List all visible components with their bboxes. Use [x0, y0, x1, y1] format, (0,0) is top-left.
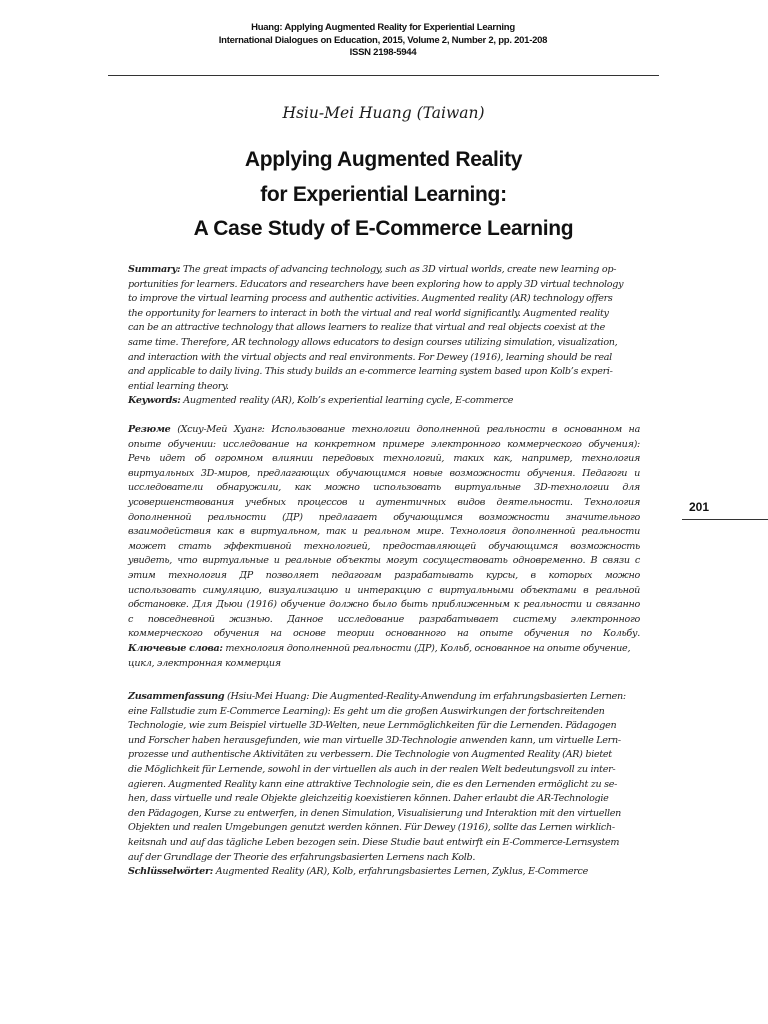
- rezume-line: опыте обучении: исследование на конкретном примере электронного коммерческого обучения):: [128, 438, 640, 450]
- summary-line: the opportunity for learners to interact in both the virtual and real world significantly. Augmented reality: [128, 307, 609, 319]
- summary-section: [128, 263, 640, 409]
- zusammenfassung-line: und Forscher haben herausgefunden, wie man virtuelle 3D-Technologie anwenden kann, um virtuelle Lern-: [128, 734, 621, 746]
- rezume-line: с повседневной жизнью. Данное исследование разрабатывает систему электронного: [128, 613, 640, 625]
- rezume-line: (Хсиу-Мей Хуанг: Использование технологии дополненной реальности в основанном на: [177, 424, 640, 435]
- summary-line: to improve the virtual learning process and authentic activities. Augmented reality (AR) technology offers: [128, 293, 613, 305]
- rezume-line: взаимодействия как в виртуальном, так и реальном мире. Технология дополненной реальности: [128, 526, 640, 538]
- rezume-keywords-text-cont: цикл, электронная коммерция: [128, 657, 281, 669]
- summary-line: can be an attractive technology that allows learners to realize that virtual and real objects coexist at the: [128, 322, 605, 334]
- running-header: [108, 22, 658, 60]
- zusammenfassung-line: keitsnah und auf das tägliche Leben bezogen sein. Diese Studie baut entwirft ein E-Commerce-Lernsystem: [128, 836, 620, 848]
- rezume-line: этим технология ДР позволяет педагогам разрабатывать курсы, в которых можно: [128, 569, 640, 581]
- rezume-line: дополненной реальности (ДР) предлагает обучающимся возможности значительного: [128, 511, 640, 523]
- zusammenfassung-line: eine Fallstudie zum E-Commerce Learning): Es geht um die großen Auswirkungen der fortschreitenden: [128, 705, 605, 717]
- paper-title: [108, 143, 659, 247]
- zusammenfassung-line: hen, dass virtuelle und reale Objekte gleichzeitig koexistieren können. Daher erlaubt die AR-Technologie: [128, 793, 609, 805]
- author-line: Hsiu-Mei Huang (Taiwan): [282, 104, 485, 122]
- rezume-section: [128, 423, 640, 671]
- rezume-line: увидеть, что виртуальные и реальные объекты могут сосуществовать одновременно. В связи с: [128, 555, 640, 567]
- keywords-text: Augmented reality (AR), Kolb’s experiential learning cycle, E-commerce: [183, 395, 514, 407]
- zusammenfassung-line: Technologie, wie zum Beispiel virtuelle 3D-Welten, neue Lernmöglichkeiten für die Lernenden. Pädagogen: [128, 720, 617, 732]
- summary-line: portunities for learners. Educators and researchers have been exploring how to apply 3D virtual technology: [128, 278, 624, 290]
- rezume-line: использовать симуляцию, визуализацию и интеракцию с виртуальными объектами в реальной: [128, 584, 640, 596]
- keywords-label: Keywords:: [128, 395, 181, 407]
- summary-line: ential learning theory.: [128, 380, 229, 392]
- header-citation-title: Huang: Applying Augmented Reality for Experiential Learning: [251, 22, 515, 33]
- rezume-keywords-label: Ключевые слова:: [128, 642, 223, 654]
- zusammenfassung-line: die Möglichkeit für Lernende, sowohl in der virtuellen als auch in der realen Welt bedeutungsvoll zu inter-: [128, 763, 616, 775]
- title-line-3: A Case Study of E-Commerce Learning: [193, 217, 574, 240]
- rezume-line: может стать эффективной технологией, предоставляющей обучающимся возможность: [128, 540, 640, 552]
- zusammenfassung-section: [128, 690, 640, 880]
- zusammenfassung-label: Zusammenfassung: [128, 691, 225, 702]
- zusammenfassung-line: prozesse und authentische Aktivitäten zu verbessern. Die Technologie von Augmented Reality (AR) bietet: [128, 749, 612, 761]
- zusammenfassung-line: (Hsiu-Mei Huang: Die Augmented-Reality-Anwendung im erfahrungsbasierten Lernen:: [227, 691, 626, 702]
- page-number-rule: [682, 519, 768, 520]
- summary-line: same time. Therefore, AR technology allows educators to design courses utilizing simulation, visualization,: [128, 336, 618, 348]
- title-line-2: for Experiential Learning:: [260, 182, 507, 206]
- header-divider: [108, 75, 659, 76]
- rezume-line: коммерческого обучения на основе теории основанного на опыте обучения по Кольбу.: [128, 628, 640, 640]
- title-line-1: Applying Augmented Reality: [244, 148, 523, 171]
- schluesselwoerter-text: Augmented Reality (AR), Kolb, erfahrungsbasiertes Lernen, Zyklus, E-Commerce: [215, 866, 588, 878]
- zusammenfassung-line: Objekten und realen Umgebungen genutzt werden können. Für Dewey (1916), sollte das Lernen wirklich-: [128, 822, 615, 834]
- header-journal-info: International Dialogues on Education, 2015, Volume 2, Number 2, pp. 201-208: [218, 34, 548, 46]
- summary-label: Summary:: [128, 264, 181, 275]
- rezume-line: виртуальных 3D-миров, предлагающих обучающимся новые возможности обучения. Педагоги и: [128, 467, 640, 479]
- summary-line: and applicable to daily living. This study builds an e-commerce learning system based upon Kolb’s experi-: [128, 366, 613, 378]
- summary-line: The great impacts of advancing technology, such as 3D virtual worlds, create new learning op-: [182, 264, 617, 275]
- rezume-keywords-text: технология дополненной реальности (ДР), Кольб, основанное на опыте обучение,: [225, 642, 631, 654]
- rezume-line: обстановке. Для Дьюи (1916) обучение должно было быть приближенным к реальности и связанно: [128, 599, 640, 611]
- rezume-line: исследователи обнаружили, как можно использовать виртуальные 3D-технологии для: [128, 482, 640, 494]
- header-issn: ISSN 2198-5944: [349, 47, 417, 58]
- rezume-line: Речь идет об огромном влиянии передовых технологий, таких как, например, технология: [128, 453, 640, 465]
- zusammenfassung-line: den Pädagogen, Kurse zu entwerfen, in denen Simulation, Visualisierung und Interaktion mit den virtuellen: [128, 807, 621, 819]
- rezume-line: усовершенствования учебных процессов и аутентичных видов деятельности. Технология: [128, 496, 640, 508]
- summary-line: and interaction with the virtual objects and real environments. For Dewey (1916), learning should be real: [128, 351, 612, 363]
- zusammenfassung-line: auf der Grundlage der Theorie des erfahrungsbasierten Lernens nach Kolb.: [128, 851, 476, 863]
- rezume-label: Резюме: [128, 424, 171, 435]
- page-number: 201: [689, 500, 710, 514]
- schluesselwoerter-label: Schlüsselwörter:: [128, 866, 213, 878]
- zusammenfassung-line: agieren. Augmented Reality kann eine attraktive Technologie sein, die es den Lernenden ermöglicht zu se-: [128, 778, 618, 790]
